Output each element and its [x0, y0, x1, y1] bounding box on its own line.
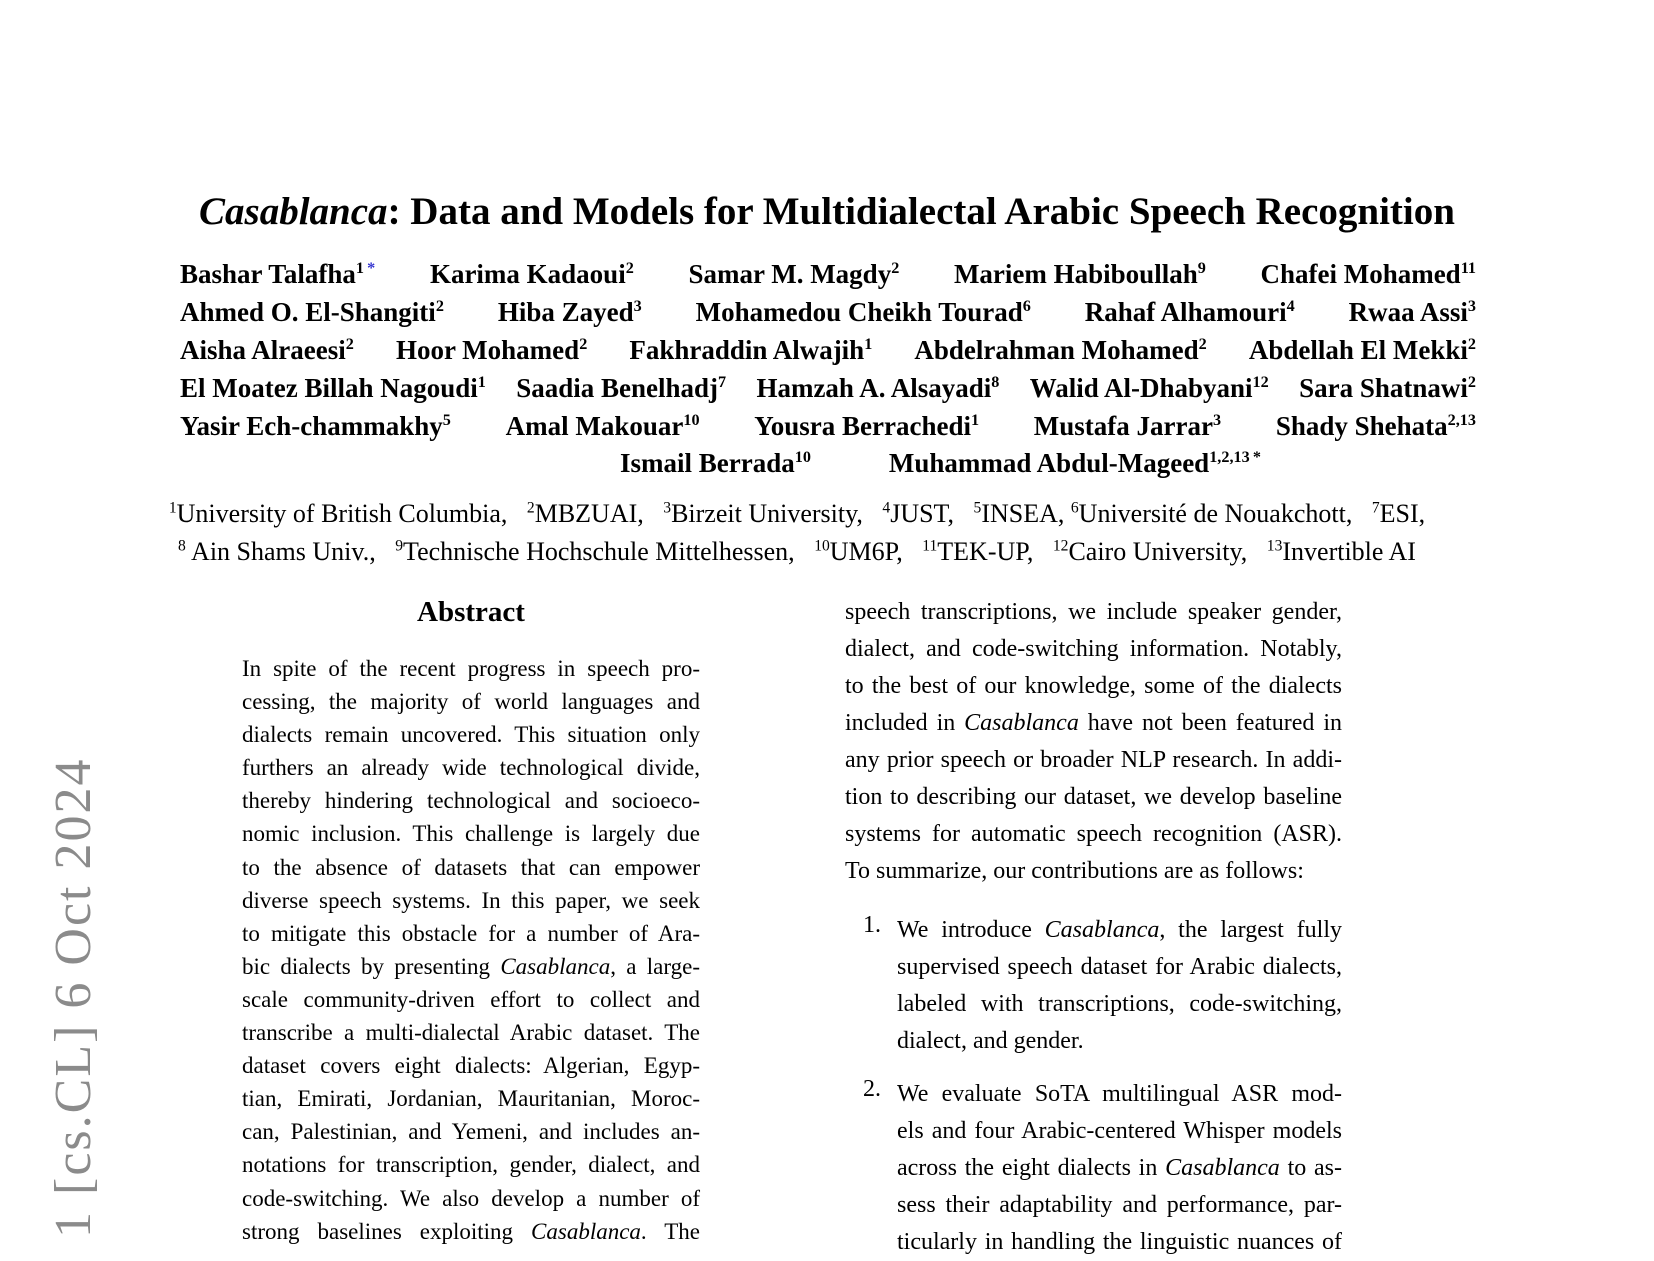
list-item — [845, 912, 1342, 1060]
text-line: to the absence of datasets that can empower — [242, 854, 700, 880]
author-row — [180, 445, 1476, 483]
text-line: thereby hindering technological and socioeco- — [242, 788, 700, 814]
author-name: Abdellah El Mekki$^2$ — [1248, 334, 1476, 365]
text-line: systems for automatic speech recognition (ASR). — [845, 821, 1342, 847]
author-row — [180, 407, 1476, 445]
author-name: Sara Shatnawi$^2$ — [1299, 372, 1476, 403]
text-line: ticularly in handling the linguistic nuances of — [897, 1229, 1342, 1255]
author-row — [180, 369, 1476, 407]
author-name: Mustafa Jarrar$^3$ — [1033, 410, 1222, 441]
text-line: furthers an already wide technological divide, — [242, 755, 700, 781]
author-name: Yousra Berrachedi$^1$ — [754, 410, 980, 441]
author-name: Ismail Berrada$^{10}$ — [619, 448, 811, 479]
list-item — [845, 1076, 1342, 1261]
author-name: Rwaa Assi$^3$ — [1348, 297, 1476, 328]
abstract-text — [242, 652, 700, 1248]
author-row — [180, 294, 1476, 332]
text-line: dialects remain uncovered. This situation only — [242, 722, 700, 748]
arxiv-watermark: 1 [cs.CL] 6 Oct 2024 — [45, 757, 102, 1238]
text-line: scale community-driven effort to collect and — [242, 986, 700, 1012]
text-line: code-switching. We also develop a number of — [242, 1185, 700, 1211]
text-line: els and four Arabic-centered Whisper models — [897, 1118, 1342, 1144]
list-item-text — [897, 912, 1342, 1060]
text-line: We evaluate SoTA multilingual ASR mod- — [897, 1081, 1342, 1107]
list-item-text — [897, 1076, 1342, 1261]
text-line: dataset covers eight dialects: Algerian, Egyp- — [242, 1053, 700, 1079]
author-name: Fakhraddin Alwajih$^1$ — [629, 334, 873, 365]
list-number: 1. — [863, 912, 881, 938]
text-line: tion to describing our dataset, we develop baseline — [845, 784, 1342, 810]
author-name: Amal Makouar$^{10}$ — [505, 410, 700, 441]
text-line: cessing, the majority of world languages and — [242, 689, 700, 715]
abstract-section — [242, 596, 700, 1248]
author-name: Walid Al-Dhabyani$^{12}$ — [1029, 372, 1269, 403]
text-line: any prior speech or broader NLP research. In addi- — [845, 747, 1342, 773]
text-line: dialect, and gender. — [897, 1028, 1084, 1054]
text-line: notations for transcription, gender, dialect, and — [242, 1152, 700, 1178]
affiliation-line: $^8$ Ain Shams Univ., $^9$Technische Hochschule Mittelhessen, $^{10}$UM6P, $^{11}$TEK-UP, $^{12}$Cairo University, $^{13}$Invertible AI — [178, 537, 1416, 566]
text-line: sess their adaptability and performance, par- — [897, 1192, 1342, 1218]
text-line: to mitigate this obstacle for a number of Ara- — [242, 920, 700, 946]
text-line: to the best of our knowledge, some of the dialects — [845, 673, 1342, 699]
author-name: Karima Kadaoui$^2$ — [429, 259, 634, 290]
author-name: Chafei Mohamed$^{11}$ — [1260, 259, 1476, 290]
affiliations — [0, 495, 1594, 571]
text-line: To summarize, our contributions are as follows: — [845, 858, 1304, 884]
text-line: can, Palestinian, and Yemeni, and includes an- — [242, 1119, 700, 1145]
intro-paragraph — [845, 594, 1342, 890]
text-line: bic dialects by presenting Casablanca, a large- — [242, 953, 700, 979]
author-name: Samar M. Magdy$^2$ — [688, 259, 900, 290]
text-line: speech transcriptions, we include speaker gender, — [845, 599, 1342, 625]
text-line: across the eight dialects in Casablanca to as- — [897, 1155, 1342, 1181]
author-name: Bashar Talafha$^1$ * — [180, 259, 376, 290]
text-line: supervised speech dataset for Arabic dialects, — [897, 954, 1342, 980]
affiliation-line: $^1$University of British Columbia, $^2$MBZUAI, $^3$Birzeit University, $^4$JUST, $^5$INSEA, $^6$Université de Nouakchott, $^7$ESI, — [168, 499, 1426, 528]
author-name: Rahaf Alhamouri$^4$ — [1084, 297, 1295, 328]
author-name: Aisha Alraeesi$^2$ — [180, 334, 354, 365]
author-name: Hiba Zayed$^3$ — [497, 297, 642, 328]
contributions-list — [845, 912, 1342, 1261]
text-line: strong baselines exploiting Casablanca. The — [242, 1218, 700, 1244]
author-name: Ahmed O. El-Shangiti$^2$ — [180, 297, 444, 328]
abstract-heading: Abstract — [417, 596, 525, 628]
author-row — [180, 332, 1476, 370]
text-line: labeled with transcriptions, code-switching, — [897, 991, 1342, 1017]
author-name: Mariem Habiboullah$^9$ — [953, 259, 1206, 290]
text-line: We introduce Casablanca, the largest fully — [897, 917, 1343, 943]
text-line: In spite of the recent progress in speech pro- — [242, 656, 700, 681]
paper-title: Casablanca: Data and Models for Multidialectal Arabic Speech Recognition — [199, 190, 1455, 233]
author-name: Abdelrahman Mohamed$^2$ — [914, 334, 1207, 365]
author-name: Mohamedou Cheikh Tourad$^6$ — [695, 297, 1031, 328]
author-block — [180, 256, 1476, 483]
text-line: dialect, and code-switching information. Notably, — [845, 636, 1342, 662]
author-name: Yasir Ech-chammakhy$^5$ — [180, 410, 451, 441]
author-name: Saadia Benelhadj$^7$ — [516, 372, 727, 403]
text-line: nomic inclusion. This challenge is largely due — [242, 821, 700, 847]
text-line: transcribe a multi-dialectal Arabic dataset. The — [242, 1020, 700, 1046]
text-line: tian, Emirati, Jordanian, Mauritanian, Moroc- — [242, 1086, 700, 1112]
author-name: Shady Shehata$^{2,13}$ — [1275, 410, 1476, 441]
author-name: El Moatez Billah Nagoudi$^1$ — [180, 372, 486, 403]
text-line: diverse speech systems. In this paper, we seek — [242, 887, 700, 913]
author-name: Hamzah A. Alsayadi$^8$ — [756, 372, 1000, 403]
list-number: 2. — [863, 1076, 881, 1102]
right-column — [845, 594, 1342, 1261]
author-name: Hoor Mohamed$^2$ — [395, 334, 588, 365]
text-line: included in Casablanca have not been featured in — [845, 710, 1342, 736]
author-name: Muhammad Abdul-Mageed$^{1,2,13 *}$ — [888, 448, 1262, 479]
author-row — [180, 256, 1476, 294]
